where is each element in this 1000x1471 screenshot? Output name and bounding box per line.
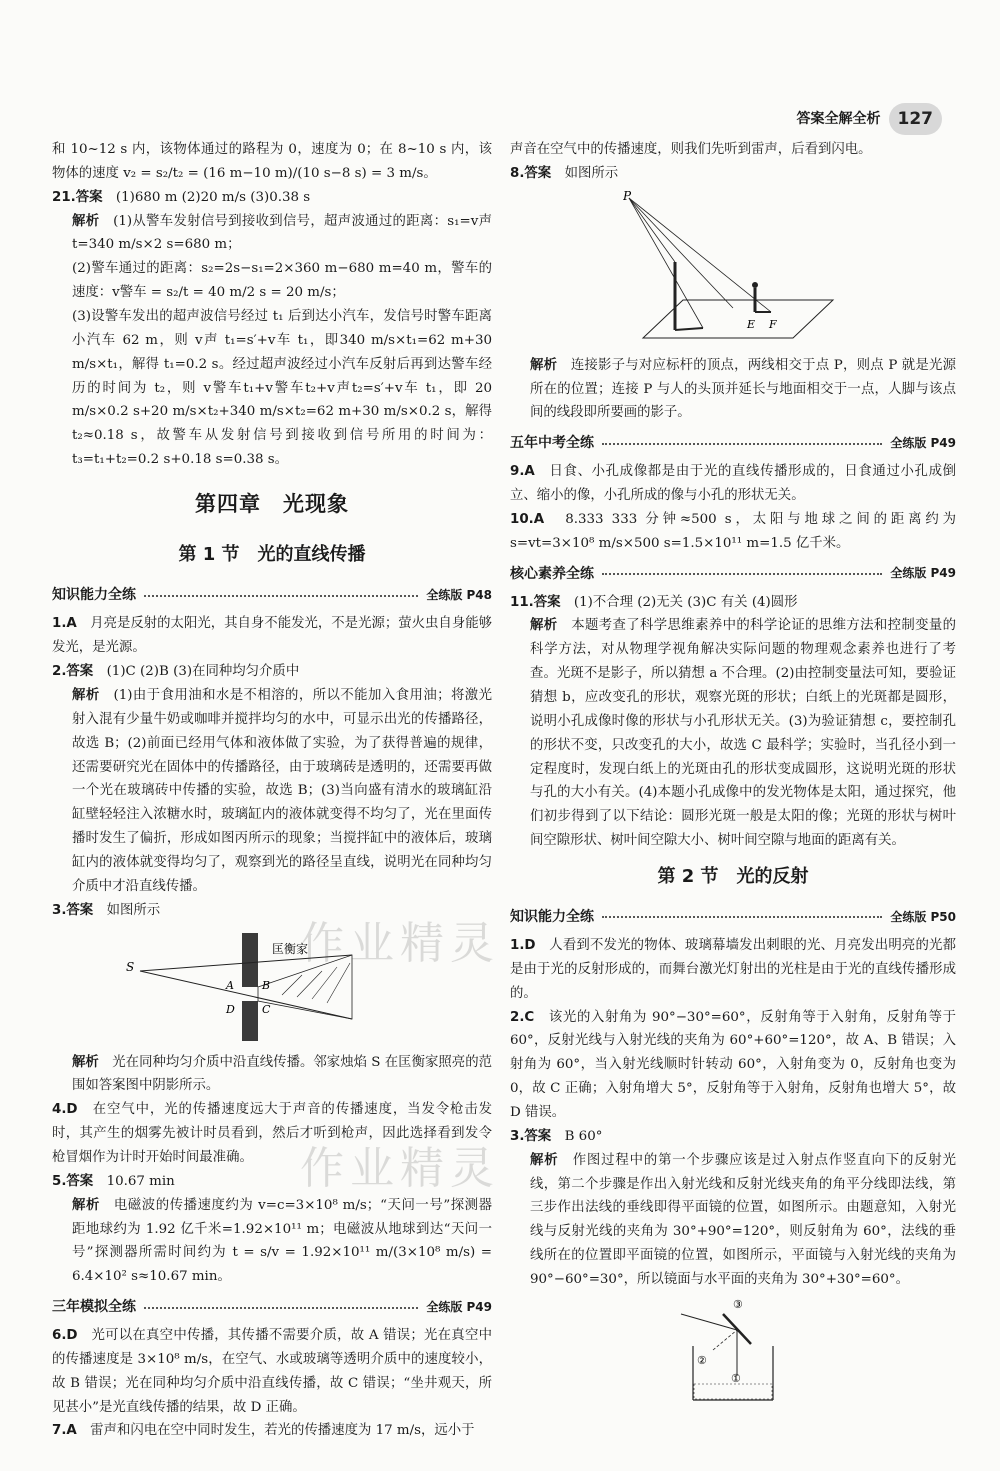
question-number: 1.A: [52, 616, 77, 632]
analysis: [52, 684, 492, 899]
analysis: [52, 1194, 492, 1289]
question-7: [52, 1419, 492, 1443]
divider: [144, 595, 418, 597]
question-number: 2.C: [510, 1009, 535, 1025]
analysis-text: 电磁波的传播速度约为 v=c=3×10⁸ m/s；“天问一号”探测器距地球约为 1.92 亿千米=1.92×10¹¹ m；电磁波从地球到达“天问一号”探测器所需时间约为 t = s/v = 1.92×10¹¹ m/(3×10⁸ m/s) = 6.4×10² s≈10.67 min。: [72, 1197, 492, 1285]
question-number: 4.D: [52, 1102, 78, 1118]
answer-text: B 60°: [564, 1128, 603, 1144]
analysis: [52, 210, 492, 258]
page-header: [797, 103, 943, 135]
question-number: 9.A: [510, 464, 535, 480]
question-9: [510, 460, 956, 508]
answer-text: 日食、小孔成像都是由于光的直线传播形成的，日食通过小孔成倒立、缩小的像，小孔所成的像与小孔的形状无关。: [510, 464, 956, 504]
paragraph: 和 10~12 s 内，该物体通过的路程为 0，速度为 0；在 8~10 s 内，该物体的速度 v₂ = s₂/t₂ = (16 m−10 m)/(10 s−8 s) = 3 m/s。: [52, 142, 492, 181]
mirror-well-diagram: [673, 1296, 793, 1406]
light-region: [258, 955, 352, 1019]
question-1: [52, 612, 492, 660]
question-4: [52, 1098, 492, 1170]
section-bar: [510, 562, 956, 587]
label-f: F: [769, 317, 777, 331]
question-number: 2.答案: [52, 664, 94, 680]
ray-line: [629, 198, 771, 312]
section-bar: [510, 431, 956, 456]
divider: [602, 573, 882, 575]
analysis-label: 解析: [72, 1054, 99, 1070]
ray-line: [629, 198, 675, 262]
left-column: [52, 138, 492, 1443]
bar-ref: 全练版 P50: [890, 909, 956, 924]
question-number: 1.D: [510, 937, 536, 953]
analysis-text: 光在同种均匀介质中沿直线传播。邻家烛焰 S 在匡衡家照亮的范围如答案图中阴影所示。: [72, 1054, 492, 1094]
bar-title: 知识能力全练: [52, 587, 136, 604]
light-source-diagram: [623, 190, 843, 350]
answer-text: 如图所示: [106, 902, 161, 918]
analysis-label: 解析: [72, 213, 100, 229]
question-10: [510, 508, 956, 556]
reflection-question-2: [510, 1006, 956, 1125]
analysis-text: (2)警车通过的距离：s₂=2s−s₁=2×360 m−680 m=40 m，警车的速度：v警车 = s₂/t = 40 m/2 s = 20 m/s；: [72, 261, 492, 301]
label-s: S: [126, 959, 135, 974]
label-p: P: [623, 189, 632, 203]
analysis-text: 连接影子与对应标杆的顶点，两线相交于点 P，则点 P 就是光源所在的位置；连接 P 与人的头顶并延长与地面相交于一点，人脚与该点间的线段即所要画的影子。: [530, 357, 956, 421]
section-title: 第 2 节 光的反射: [657, 866, 809, 887]
answer-text: 10.67 min: [106, 1173, 175, 1189]
question-number: 11.答案: [510, 594, 561, 610]
reflection-question-3: [510, 1125, 956, 1149]
question-number: 3.答案: [52, 902, 94, 918]
bar-ref: 全练版 P49: [426, 1299, 492, 1314]
label-3: ③: [733, 1297, 743, 1311]
section-title: 第 1 节 光的直线传播: [178, 544, 366, 566]
reflection-question-1: [510, 934, 956, 1006]
question-number: 8.答案: [510, 165, 552, 181]
question-11: [510, 591, 956, 615]
analysis-label: 解析: [72, 687, 100, 703]
answer-text: (1)C (2)B (3)在同种均匀介质中: [106, 664, 300, 680]
question-5: [52, 1170, 492, 1194]
paragraph: 声音在空气中的传播速度，则我们先听到雷声，后看到闪电。: [510, 142, 872, 157]
hatch-line: [297, 971, 322, 997]
section-bar: [510, 905, 956, 930]
divider: [602, 443, 882, 445]
analysis: [510, 354, 956, 426]
label-d: D: [226, 1002, 235, 1016]
label-e: E: [747, 317, 756, 331]
answer-text: 月亮是反射的太阳光，其自身不能发光，不是光源；萤火虫自身能够发光，是光源。: [52, 616, 492, 656]
bar-ref: 全练版 P49: [890, 436, 956, 451]
ground-plane: [643, 300, 833, 338]
chapter-title: 第四章 光现象: [195, 492, 349, 517]
answer-text: 该光的入射角为 90°−30°=60°，反射角等于入射角，反射角等于 60°，反射光线与入射光线的夹角为 60°+60°=120°，故 A、B 错误；入射角为 60°，当入射光线顺时针转动 60°，入射角变为 0，反射角也变为 0，故 C 正确；入射角增大 5°，反射角等于入射角，反射角也增大 5°，故 D 错误。: [510, 1009, 956, 1120]
analysis: [52, 1051, 492, 1099]
question-2: [52, 660, 492, 684]
question-number: 3.答案: [510, 1128, 552, 1144]
candle-wall-diagram: [122, 927, 422, 1047]
answer-text: 8.333 333 分钟≈500 s，太阳与地球之间的距离约为 s=vt=3×10⁸ m/s×500 s=1.5×10¹¹ m=1.5 亿千米。: [510, 511, 956, 551]
label-1: ①: [731, 1371, 741, 1385]
analysis-text: 本题考查了科学思维素养中的科学论证的思维方法和控制变量的科学方法，对从物理学视角解决实际问题的物理观念素养也进行了考查。光斑不是影子，所以猜想 a 不合理。(2)由控制变量法可知，要验证猜想 b，应改变孔的形状，观察光斑的形状；白纸上的光斑都是圆形，说明小孔成像时像的形状与小孔形状无关。(3)为验证猜想 c，要控制孔的形状不变，只改变孔的大小，故选 C 最科学；实验时，当孔径小到一定程度时，发现白纸上的光斑由孔的形状变成圆形，这说明光斑的形状与孔的大小有关。(4)本题小孔成像中的发光物体是太阳，通过探究，他们初步得到了以下结论：圆形光斑一般是太阳的像；光斑的形状与树叶间空隙形状、树叶间空隙大小、树叶间空隙与地面的距离有关。: [530, 618, 956, 849]
answer-text: (1)680 m (2)20 m/s (3)0.38 s: [115, 189, 311, 205]
incident-ray: [681, 1314, 737, 1330]
divider: [602, 916, 882, 918]
bar-title: 三年模拟全练: [52, 1299, 136, 1316]
label-b: B: [262, 978, 271, 992]
bar-title: 知识能力全练: [510, 909, 594, 926]
question-number: 7.A: [52, 1423, 77, 1439]
analysis: [510, 1149, 956, 1292]
answer-text: 雷声和闪电在空中同时发生，若光的传播速度为 17 m/s，远小于: [90, 1423, 475, 1439]
ray-line: [629, 198, 703, 328]
person-head: [752, 282, 758, 288]
analysis-label: 解析: [72, 1197, 100, 1213]
question-number: 21.答案: [52, 189, 103, 205]
answer-text: 在空气中，光的传播速度远大于声音的传播速度，当发令枪击发时，其产生的烟雾先被计时员看到，然后才听到枪声，因此选择看到发令枪冒烟作为计时开始时间最准确。: [52, 1102, 492, 1165]
answer-text: 光可以在真空中传播，其传播不需要介质，故 A 错误；光在真空中的传播速度是 3×10⁸ m/s，在空气、水或玻璃等透明介质中的速度较小，故 B 错误；光在同种均匀介质中沿直线传播，故 C 错误；“坐井观天，所见甚小”是光直线传播的结果，故 D 正确。: [52, 1328, 492, 1415]
bar-title: 五年中考全练: [510, 435, 594, 452]
question-number: 10.A: [510, 511, 545, 527]
watermark: 作业精灵: [300, 1143, 500, 1194]
analysis-text: (1)从警车发射信号到接收到信号，超声波通过的距离：s₁=v声 t=340 m/s×2 s=680 m；: [72, 213, 492, 253]
label-c: C: [262, 1002, 271, 1016]
hatch-line: [312, 967, 337, 999]
analysis-text: 作图过程中的第一个步骤应该是过入射点作竖直向下的反射光线，第二个步骤是作出入射光线和反射光线夹角的角平分线即法线，第三步作出法线的垂线即得平面镜的位置，如图所示。由题意知，入射光线与反射光线的夹角为 30°+90°=120°，则反射角为 60°，法线的垂线所在的位置即平面镜的位置，如图所示，平面镜与入射光线的夹角为 90°−60°=30°，所以镜面与水平面的夹角为 30°+30°=60°。: [530, 1152, 956, 1287]
bar-ref: 全练版 P49: [890, 566, 956, 581]
normal-line: [713, 1330, 737, 1350]
shadow: [675, 328, 703, 330]
section-bar: [52, 1295, 492, 1320]
ray-line: [629, 198, 733, 308]
question-21: [52, 186, 492, 210]
bar-title: 核心素养全练: [510, 565, 594, 582]
question-6: [52, 1324, 492, 1419]
label-a: A: [226, 978, 234, 992]
right-column: [510, 138, 956, 1443]
analysis-label: 解析: [530, 1152, 559, 1168]
analysis-label: 解析: [530, 618, 558, 634]
page-number: 127: [889, 103, 943, 135]
hatch-line: [327, 963, 350, 1003]
question-number: 6.D: [52, 1328, 78, 1344]
analysis-text: (1)由于食用油和水是不相溶的，所以不能加入食用油；将激光射入混有少量牛奶或咖啡并搅拌均匀的水中，可显示出光的传播路径，故选 B；(2)前面已经用气体和液体做了实验，为了获得普遍的规律，还需要研究光在固体中的传播路径，由于玻璃砖是透明的，还需要再做一个光在玻璃砖中传播的实验，故选 B；(3)当向盛有清水的玻璃缸沿缸壁轻轻注入浓糖水时，玻璃缸内的液体就变得不均匀了，光在里面传播时发生了偏折，形成如图丙所示的现象；当搅拌缸中的液体后，玻璃缸内的液体就变得均匀了，观察到光的路径呈直线，说明光在同种均匀介质中才沿直线传播。: [72, 687, 492, 894]
analysis-label: 解析: [530, 357, 558, 373]
figure-mirror-well: [510, 1296, 956, 1406]
question-3: [52, 899, 492, 923]
answer-text: 如图所示: [564, 165, 619, 181]
question-number: 5.答案: [52, 1173, 94, 1189]
figure-candle-wall: [52, 927, 492, 1047]
question-8: [510, 162, 956, 186]
header-title: 答案全解全析: [796, 110, 881, 127]
figure-light-source: [510, 190, 956, 350]
water: [694, 1384, 772, 1399]
answer-text: (1)不合理 (2)无关 (3)C 有关 (4)圆形: [573, 594, 798, 610]
answer-text: 人看到不发光的物体、玻璃幕墙发出刺眼的光、月亮发出明亮的光都是由于光的反射形成的，而舞台激光灯射出的光柱是由于光的直线传播形成的。: [510, 937, 956, 1001]
section-bar: [52, 583, 492, 608]
label-2: ②: [697, 1353, 707, 1367]
bar-ref: 全练版 P48: [426, 588, 492, 603]
label-house: 匡衡家: [272, 941, 309, 956]
watermark: 作业精灵: [300, 918, 500, 969]
divider: [144, 1307, 418, 1309]
analysis: [510, 614, 956, 853]
analysis-text: (3)设警车发出的超声波信号经过 t₁ 后到达小汽车，发信号时警车距离小汽车 62 m，则 v声 t₁=s′+v车 t₁，即340 m/s×t₁=62 m+30 m/s×t₁，解得 t₁=0.2 s。经过超声波经过小汽车反射后再到达警车经历的时间为 t₂，则 v警车t₁+v警车t₂+v声t₂=s′+v车 t₁，即 20 m/s×0.2 s+20 m/s×t₂+340 m/s×t₂=62 m+30 m/s×0.2 s，解得 t₂≈0.18 s，故警车从发射信号到接收到信号所用的时间为：t₃=t₁+t₂=0.2 s+0.18 s=0.38 s。: [72, 309, 492, 468]
